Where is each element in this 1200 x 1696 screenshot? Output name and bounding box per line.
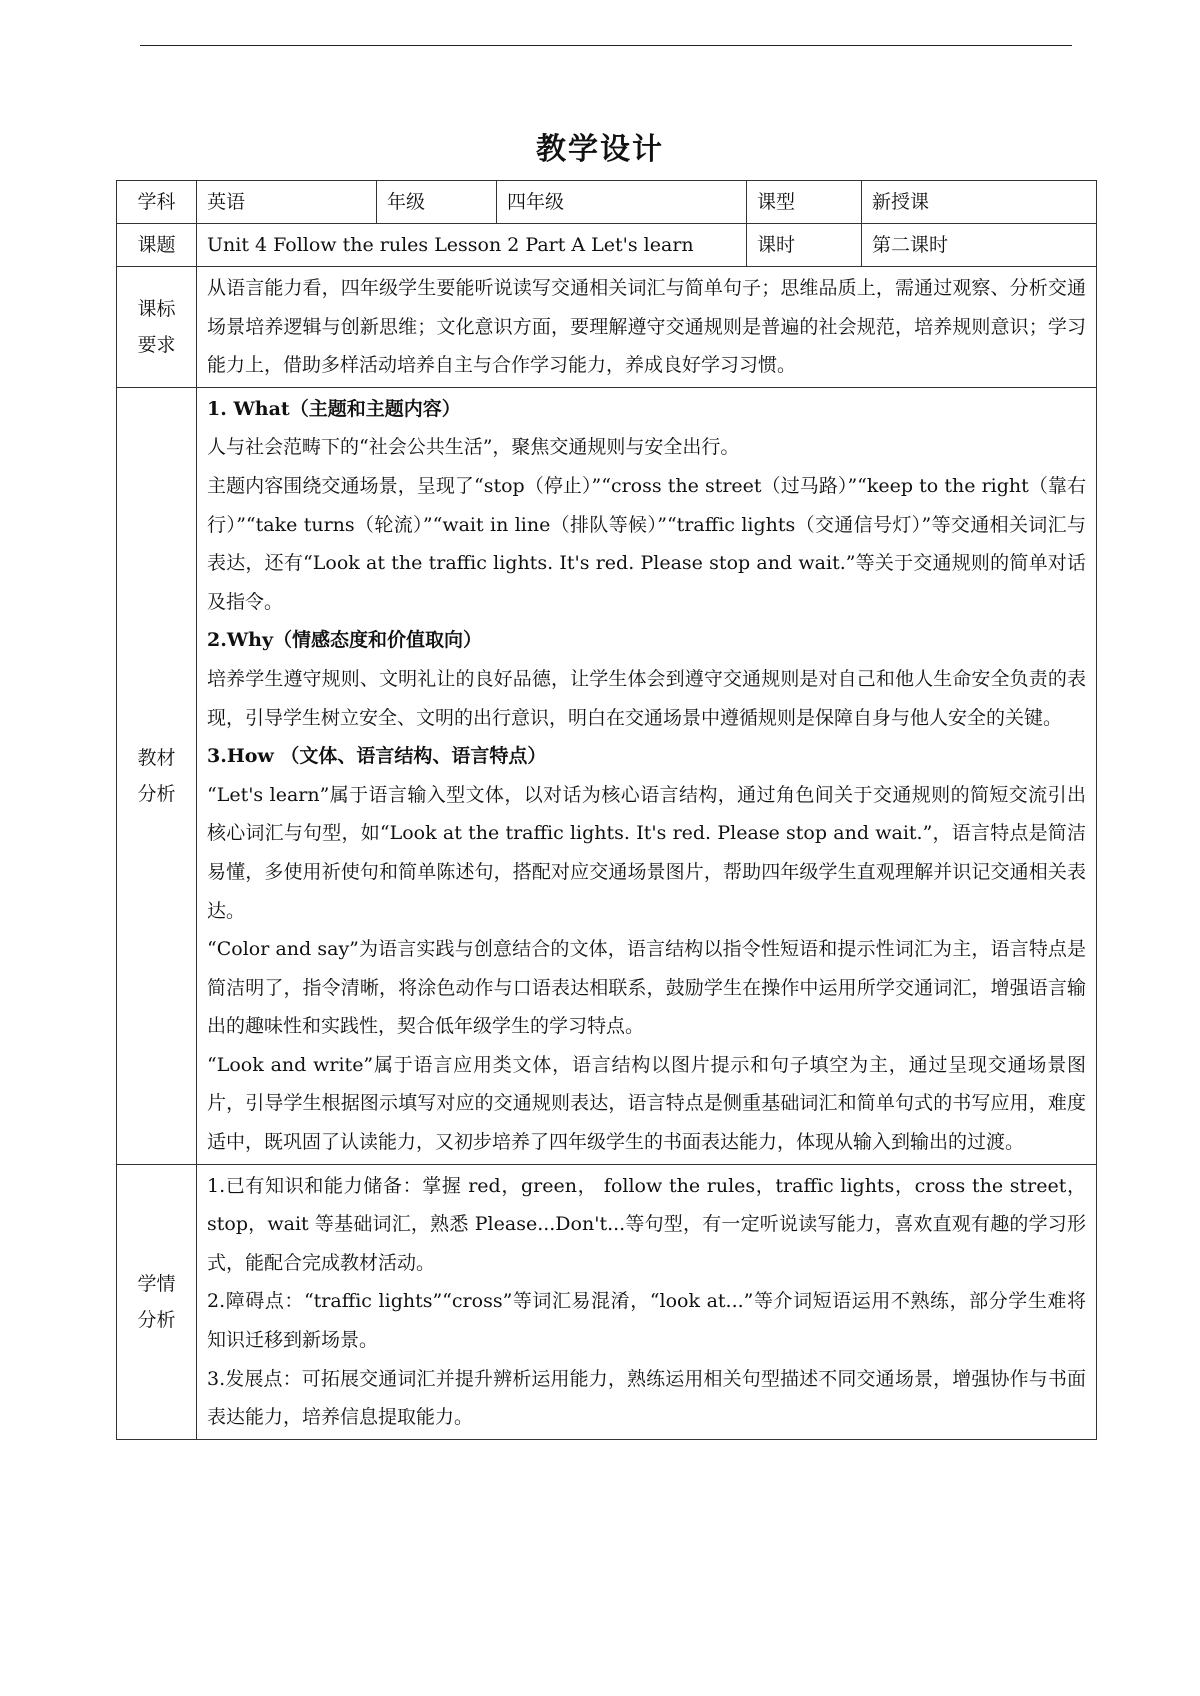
grade-value: 四年级 xyxy=(497,181,747,224)
document-title: 教学设计 xyxy=(536,132,664,167)
curriculum-label-line1: 课标 xyxy=(137,297,176,320)
topic-label: 课题 xyxy=(117,224,197,267)
table-row xyxy=(117,267,1097,388)
lesson-design-table xyxy=(116,180,1097,1440)
lesson-type-value: 新授课 xyxy=(862,181,1097,224)
what-heading: 1. What（主题和主题内容） xyxy=(207,397,461,420)
lesson-type-label: 课型 xyxy=(747,181,862,224)
learner-paragraph-2: 2.障碍点：“traffic lights”“cross”等词汇易混淆，“look at...”等介词短语运用不熟练，部分学生难将知识迁移到新场景。 xyxy=(207,1290,1086,1352)
curriculum-text-cell xyxy=(197,267,1097,388)
how-paragraph-1: “Let's learn”属于语言输入型文体，以对话为核心语言结构，通过角色间关于交通规则的简短交流引出核心词汇与句型，如“Look at the traffic lights. It's red. Please stop and wait.”，语言特点是简洁易懂，多使用祈使句和简单陈述句，搭配对应交通场景图片，帮助四年级学生直观理解并识记交通相关表达。 xyxy=(207,783,1086,922)
material-label-line1: 教材 xyxy=(137,746,176,769)
how-paragraph-2: “Color and say”为语言实践与创意结合的文体，语言结构以指令性短语和提示性词汇为主，语言特点是简洁明了，指令清晰，将涂色动作与口语表达相联系，鼓励学生在操作中运用所学交通词汇，增强语言输出的趣味性和实践性，契合低年级学生的学习特点。 xyxy=(207,938,1086,1038)
period-value: 第二课时 xyxy=(862,224,1097,267)
curriculum-label-line2: 要求 xyxy=(137,333,176,356)
topic-value: Unit 4 Follow the rules Lesson 2 Part A Let's learn xyxy=(197,224,747,267)
how-paragraph-3: “Look and write”属于语言应用类文体，语言结构以图片提示和句子填空为主，通过呈现交通场景图片，引导学生根据图示填写对应的交通规则表达，语言特点是侧重基础词汇和简单句式的书写应用，难度适中，既巩固了认读能力，又初步培养了四年级学生的书面表达能力，体现从输入到输出的过渡。 xyxy=(207,1053,1086,1154)
what-paragraph-1: 人与社会范畴下的“社会公共生活”，聚焦交通规则与安全出行。 xyxy=(207,436,740,459)
learner-paragraph-3: 3.发展点：可拓展交通词汇并提升辨析运用能力，熟练运用相关句型描述不同交通场景，增强协作与书面表达能力，培养信息提取能力。 xyxy=(207,1367,1086,1429)
learner-label-line1: 学情 xyxy=(137,1272,176,1295)
table-row xyxy=(117,387,1097,1164)
learner-paragraph-1: 1.已有知识和能力储备：掌握 red，green， follow the rules，traffic lights，cross the street，stop，wait 等基础词汇，熟悉 Please...Don't...等句型，有一定听说读写能力，喜欢直观有趣的学习形式，能配合完成教材活动。 xyxy=(207,1174,1086,1274)
table-row xyxy=(117,224,1097,267)
how-heading: 3.How （文体、语言结构、语言特点） xyxy=(207,745,547,768)
learner-text-cell xyxy=(197,1164,1097,1439)
material-text-cell xyxy=(197,387,1097,1164)
curriculum-text: 从语言能力看，四年级学生要能听说读写交通相关词汇与简单句子；思维品质上，需通过观察、分析交通场景培养逻辑与创新思维；文化意识方面，要理解遵守交通规则是普遍的社会规范，培养规则意识；学习能力上，借助多样活动培养自主与合作学习能力，养成良好学习习惯。 xyxy=(207,277,1086,377)
subject-label: 学科 xyxy=(117,181,197,224)
grade-label: 年级 xyxy=(377,181,497,224)
table-row xyxy=(117,1164,1097,1439)
header-rule xyxy=(140,45,1072,46)
curriculum-label xyxy=(117,267,197,388)
what-paragraph-2: 主题内容围绕交通场景，呈现了“stop（停止）”“cross the street（过马路）”“keep to the right（靠右行）”“take turns（轮流）”“wait in line（排队等候）”“traffic lights（交通信号灯）”等交通相关词汇与表达，还有“Look at the traffic lights. It's red. Please stop and wait.”等关于交通规则的简单对话及指令。 xyxy=(207,474,1086,613)
material-label xyxy=(117,387,197,1164)
why-paragraph-1: 培养学生遵守规则、文明礼让的良好品德，让学生体会到遵守交通规则是对自己和他人生命安全负责的表现，引导学生树立安全、文明的出行意识，明白在交通场景中遵循规则是保障自身与他人安全的关键。 xyxy=(207,667,1086,729)
subject-value: 英语 xyxy=(197,181,377,224)
table-row xyxy=(117,181,1097,224)
why-heading: 2.Why（情感态度和价值取向） xyxy=(207,629,483,652)
period-label: 课时 xyxy=(747,224,862,267)
material-label-line2: 分析 xyxy=(137,782,176,805)
learner-label xyxy=(117,1164,197,1439)
learner-label-line2: 分析 xyxy=(137,1308,176,1331)
